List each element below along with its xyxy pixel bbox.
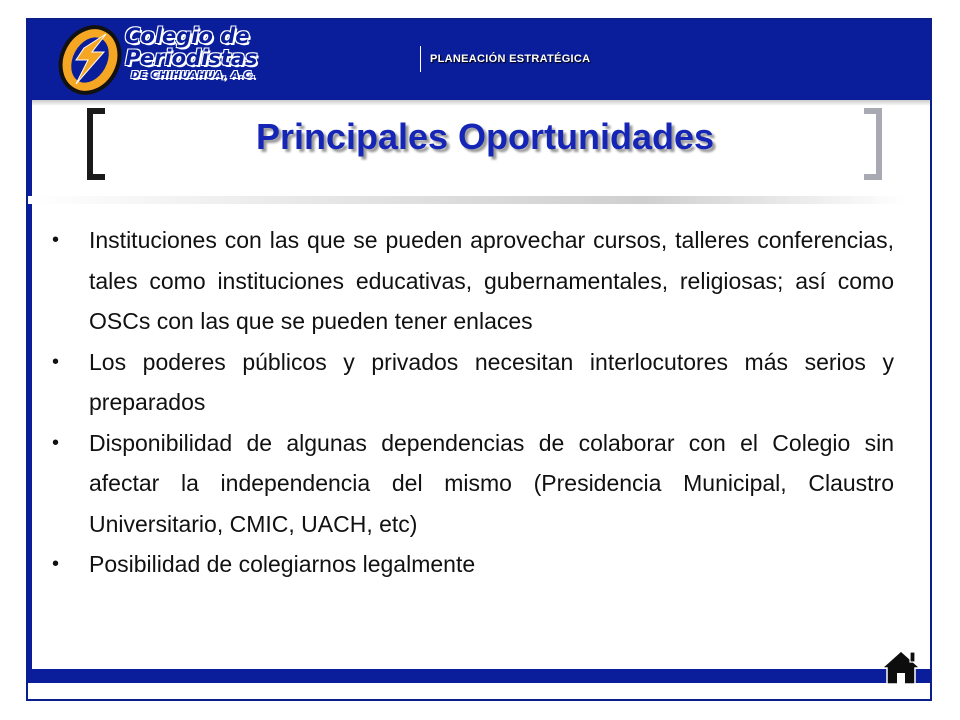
section-label: PLANEACIÓN ESTRATÉGICA <box>430 53 591 65</box>
logo-line2: Periodistas <box>125 46 258 70</box>
bullet-dot: • <box>52 350 60 373</box>
bullet-item <box>52 544 894 585</box>
bullet-text: Instituciones con las que se pueden aprovechar cursos, talleres conferencias, tales como instituciones educativas, gubernamentales, religiosas; así como OSCs con las que se pueden tener enlaces <box>89 227 894 334</box>
footer-band <box>28 669 930 683</box>
home-icon[interactable] <box>880 648 922 686</box>
logo <box>52 22 282 96</box>
logo-line3: DE CHIHUAHUA, A.C. <box>131 70 256 81</box>
bullet-dot: • <box>52 553 60 575</box>
bullet-list <box>52 220 894 585</box>
bullet-text: Los poderes públicos y privados necesitan interlocutores más serios y preparados <box>89 348 894 415</box>
bullet-text: Disponibilidad de algunas dependencias de colaborar con el Colegio sin afectar la independencia del mismo (Presidencia Municipal, Claustro Universitario, CMIC, UACH, etc) <box>89 429 894 537</box>
bullet-item <box>52 220 894 342</box>
bullet-dot: • <box>52 431 60 454</box>
left-bracket <box>87 108 105 180</box>
bullet-dot: • <box>52 229 60 251</box>
side-bar <box>28 100 32 670</box>
section-divider <box>420 46 421 72</box>
logo-emblem-icon <box>52 22 132 96</box>
header-shadow <box>28 100 930 106</box>
right-bracket <box>864 108 882 180</box>
bullet-text: Posibilidad de colegiarnos legalmente <box>89 551 476 577</box>
slide-title: Principales Oportunidades <box>255 116 715 157</box>
bullet-item <box>52 423 894 545</box>
bullet-item <box>52 342 894 423</box>
title-rule <box>28 196 908 204</box>
logo-text <box>125 25 258 83</box>
logo-line1: Colegio de <box>125 24 250 48</box>
